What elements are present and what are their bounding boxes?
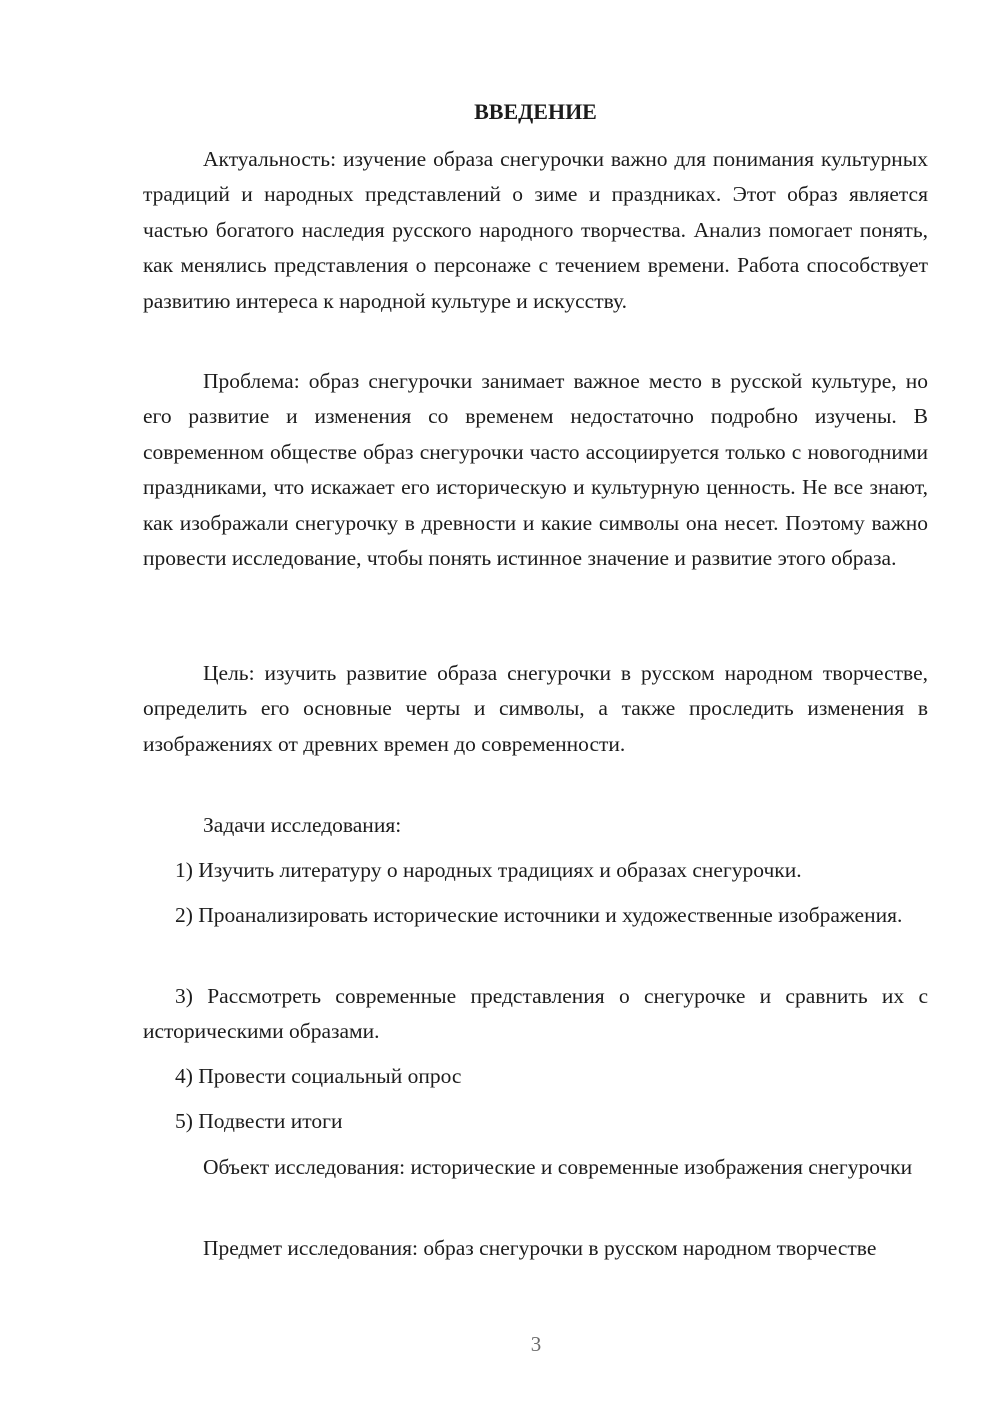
paragraph-object: Объект исследования: исторические и современные изображения снегурочки (203, 1155, 913, 1179)
task-item-4: 4) Провести социальный опрос (175, 1064, 462, 1088)
page-number: 3 (530, 1332, 542, 1356)
paragraph-tasks-heading: Задачи исследования: (203, 813, 402, 837)
task-item-3: 3) Рассмотреть современные представления о снегурочке и сравнить их с историческими образами. (143, 984, 928, 1044)
paragraph-relevance: Актуальность: изучение образа снегурочки важно для понимания культурных традиций и народных представлений о зиме и праздниках. Этот образ является частью богатого наследия русского народного творчества. Анализ помогает понять, как менялись представления о персонаже с течением времени. Работа способствует развитию интереса к народной культуре и искусству. (143, 147, 928, 313)
paragraph-goal: Цель: изучить развитие образа снегурочки в русском народном творчестве, определить его основные черты и символы, а также проследить изменения в изображениях от древних времен до современности. (143, 661, 928, 756)
section-heading: ВВЕДЕНИЕ (474, 99, 597, 124)
task-item-2: 2) Проанализировать исторические источники и художественные изображения. (175, 903, 903, 927)
task-item-1: 1) Изучить литературу о народных традициях и образах снегурочки. (175, 858, 802, 882)
task-item-5: 5) Подвести итоги (175, 1109, 343, 1133)
paragraph-problem: Проблема: образ снегурочки занимает важное место в русской культуре, но его развитие и изменения со временем недостаточно подробно изучены. В современном обществе образ снегурочки часто ассоциируется только с новогодними праздниками, что искажает его историческую и культурную ценность. Не все знают, как изображали снегурочку в древности и какие символы она несет. Поэтому важно провести исследование, чтобы понять истинное значение и развитие этого образа. (143, 369, 928, 571)
paragraph-subject: Предмет исследования: образ снегурочки в русском народном творчестве (203, 1236, 877, 1260)
